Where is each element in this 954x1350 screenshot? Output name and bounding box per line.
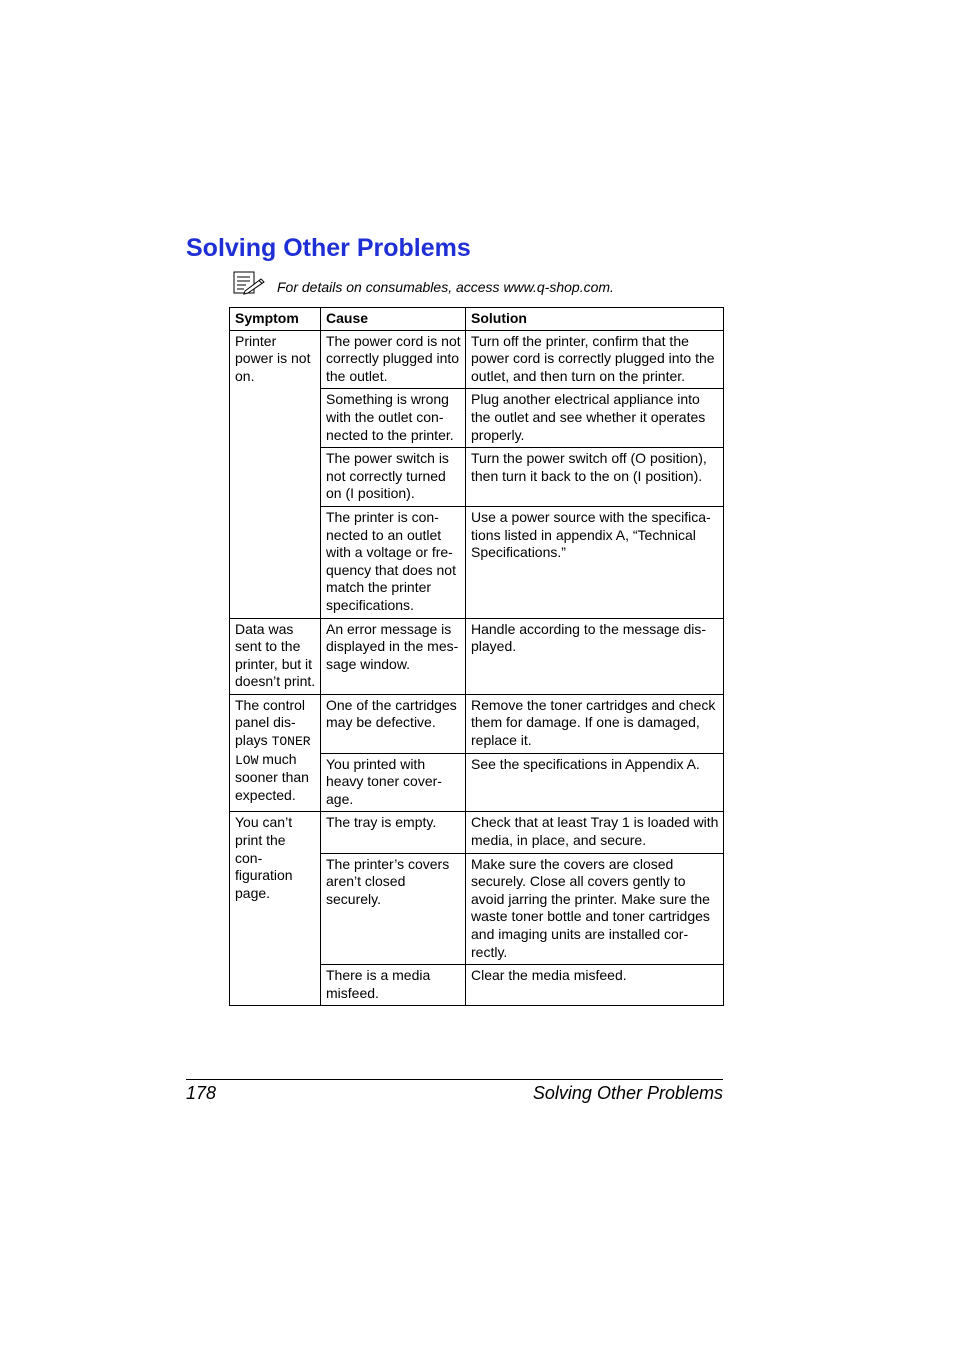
header-cause: Cause (321, 308, 466, 331)
solution-cell: Clear the media misfeed. (466, 965, 724, 1006)
solution-cell: Make sure the covers are closed securely. Close all covers gently to avoid jarring the printer. Make sure the waste toner bottle and toner cartridges and imaging units are installed cor-rectly. (466, 853, 724, 965)
solution-cell: Turn the power switch off (O position), then turn it back to the on (I position). (466, 448, 724, 507)
cause-cell: One of the cartridges may be defective. (321, 694, 466, 753)
symptom-text: much sooner than expected. (235, 750, 309, 803)
consumables-note: For details on consumables, access www.q-shop.com. (277, 279, 614, 295)
table-row (230, 330, 724, 389)
symptom-cell: You can’t print the con-figuration page. (230, 812, 321, 1006)
header-symptom: Symptom (230, 308, 321, 331)
symptom-cell (230, 694, 321, 812)
note-pencil-icon (233, 271, 265, 295)
running-footer-title: Solving Other Problems (532, 1083, 723, 1103)
header-solution: Solution (466, 308, 724, 331)
footer-divider (186, 1079, 723, 1080)
solution-cell: Turn off the printer, confirm that the power cord is correctly plugged into the outlet, and then turn on the printer. (466, 330, 724, 389)
solution-cell: Check that at least Tray 1 is loaded with media, in place, and secure. (466, 812, 724, 853)
symptom-cell: Printer power is not on. (230, 330, 321, 618)
solution-cell: Remove the toner cartridges and check them for damage. If one is damaged, replace it. (466, 694, 724, 753)
table-row (230, 812, 724, 853)
symptom-text: The control panel dis-plays (235, 696, 306, 749)
cause-cell: The printer’s covers aren’t closed securely. (321, 853, 466, 965)
solution-cell: Handle according to the message dis-played. (466, 618, 724, 694)
solution-cell: Plug another electrical appliance into the outlet and see whether it operates properly. (466, 389, 724, 448)
solution-cell: Use a power source with the specifica-tions listed in appendix A, “Technical Specifications.” (466, 506, 724, 618)
table-row (230, 694, 724, 753)
cause-cell: An error message is displayed in the mes-sage window. (321, 618, 466, 694)
cause-cell: The printer is con-nected to an outlet with a voltage or fre-quency that does not match the printer specifications. (321, 506, 466, 618)
table-row (230, 618, 724, 694)
toner-low-message: TONER LOW (235, 734, 311, 768)
cause-cell: The tray is empty. (321, 812, 466, 853)
cause-cell: Something is wrong with the outlet con-nected to the printer. (321, 389, 466, 448)
page-number: 178 (186, 1083, 217, 1103)
troubleshooting-table (229, 307, 724, 1006)
table-header-row (230, 308, 724, 331)
cause-cell: You printed with heavy toner cover-age. (321, 753, 466, 812)
solution-cell: See the specifications in Appendix A. (466, 753, 724, 812)
cause-cell: There is a media misfeed. (321, 965, 466, 1006)
cause-cell: The power cord is not correctly plugged into the outlet. (321, 330, 466, 389)
cause-cell: The power switch is not correctly turned on (I position). (321, 448, 466, 507)
page-title: Solving Other Problems (186, 234, 471, 262)
symptom-cell: Data was sent to the printer, but it doesn’t print. (230, 618, 321, 694)
